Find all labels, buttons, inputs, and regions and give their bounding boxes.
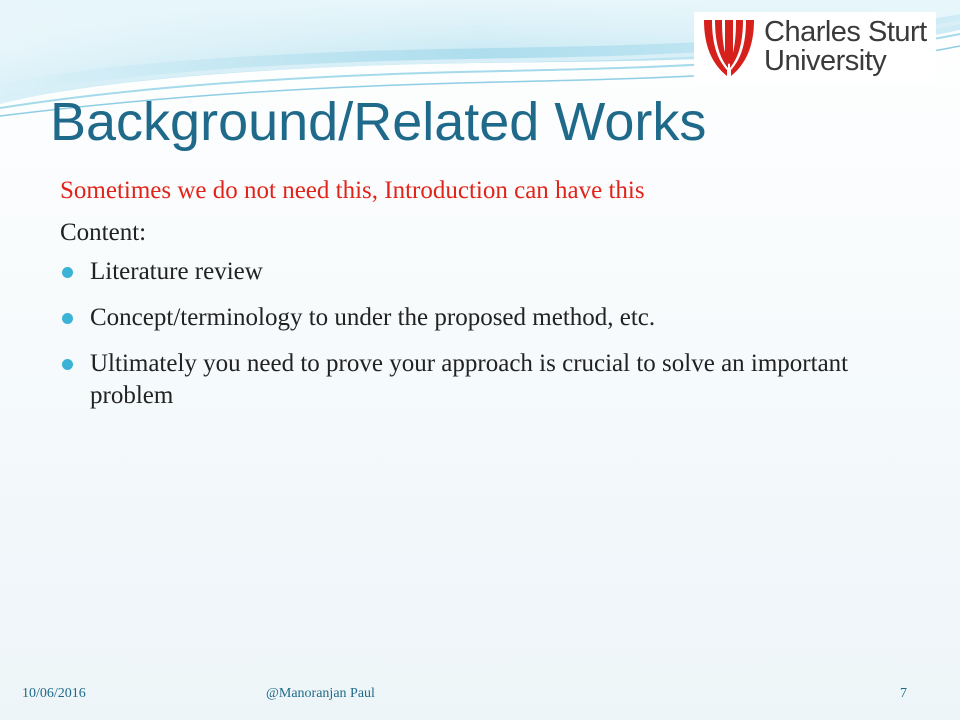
intro-note: Sometimes we do not need this, Introduction can have this <box>60 177 645 204</box>
university-crest-icon <box>698 16 760 78</box>
bullet-item <box>60 256 920 288</box>
bullet-text: Literature review <box>90 258 263 285</box>
slide-title: Background/Related Works <box>50 92 707 152</box>
university-logo <box>694 12 936 82</box>
bullet-text: Concept/terminology to under the proposed method, etc. <box>90 304 656 331</box>
bullet-text: Ultimately you need to prove your approach is crucial to solve an important problem <box>90 350 849 409</box>
footer-author: @Manoranjan Paul <box>266 686 375 701</box>
slide-body <box>60 170 920 426</box>
logo-wordmark <box>764 18 927 76</box>
logo-line-2: University <box>764 45 887 77</box>
bullet-list <box>60 256 920 412</box>
bullet-dot-icon <box>62 359 73 370</box>
footer-date: 10/06/2016 <box>22 686 86 701</box>
bullet-dot-icon <box>62 313 73 324</box>
page-number: 7 <box>900 686 907 701</box>
logo-line-1: Charles Sturt <box>764 16 927 48</box>
bullet-item <box>60 302 920 334</box>
bullet-item <box>60 348 920 412</box>
content-label: Content: <box>60 219 147 246</box>
bullet-dot-icon <box>62 267 73 278</box>
